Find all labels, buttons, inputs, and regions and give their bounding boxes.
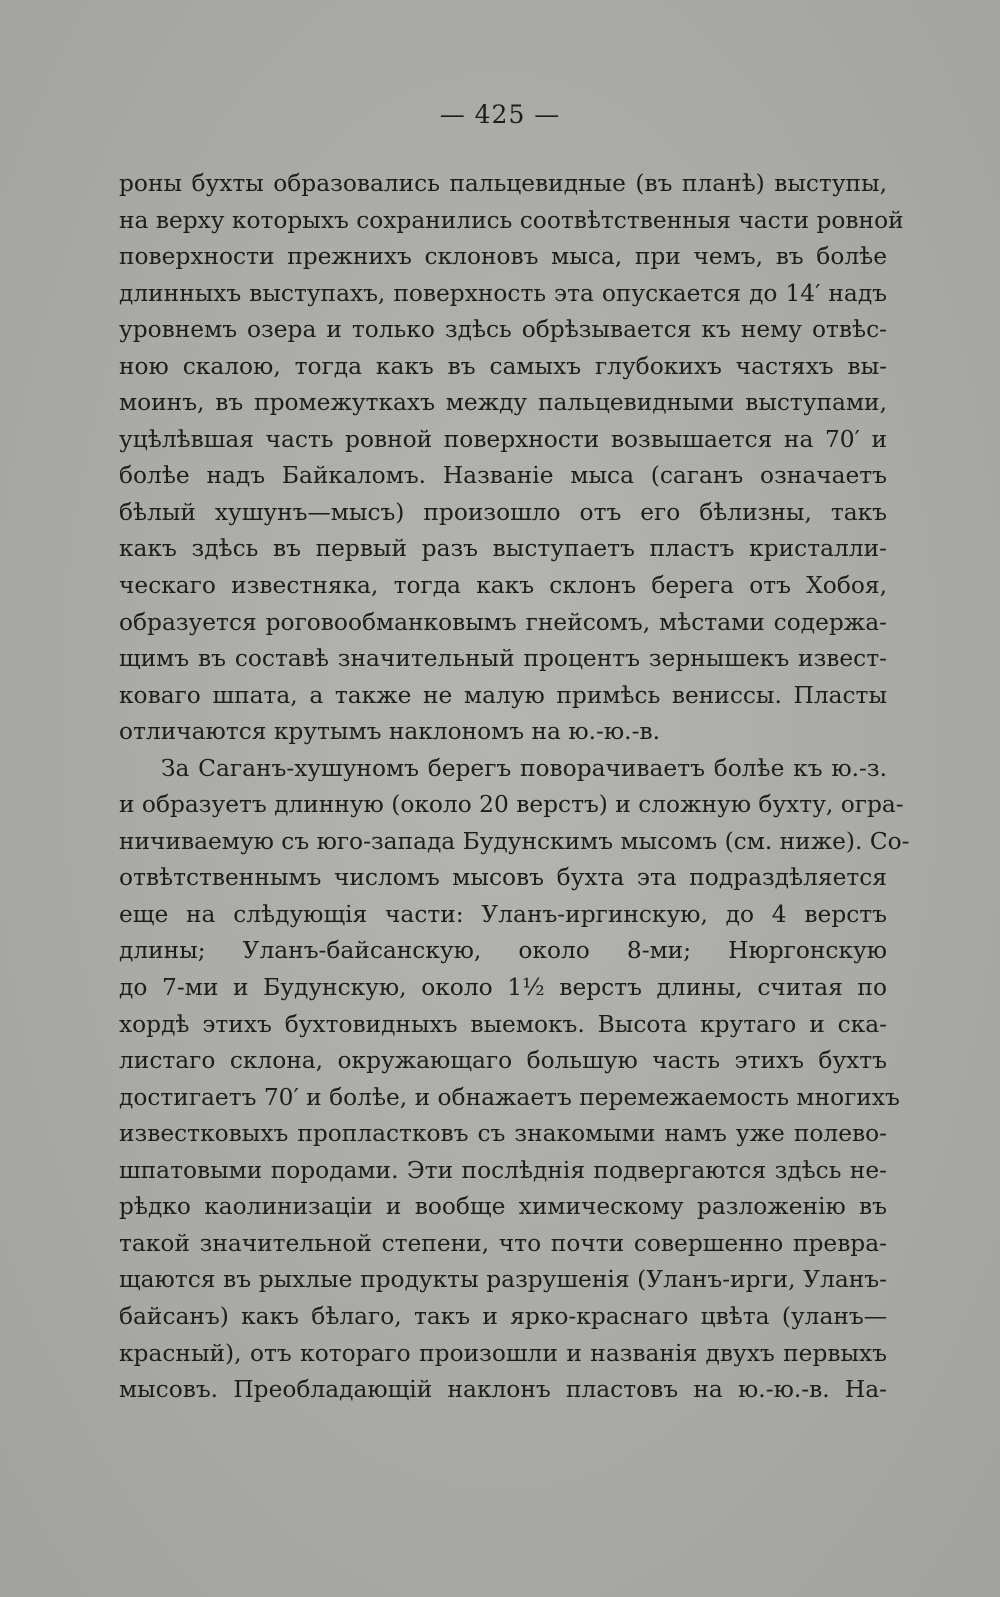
text-line: моинъ, въ промежуткахъ между пальцевидными выступами,	[119, 389, 887, 417]
text-line: уровнемъ озера и только здѣсь обрѣзывается къ нему отвѣс-	[119, 316, 887, 344]
text-line: болѣе надъ Байкаломъ. Названіе мыса (саганъ означаетъ	[119, 462, 887, 490]
text-line: шпатовыми породами. Эти послѣднія подвергаются здѣсь не-	[119, 1156, 887, 1184]
text-line: и образуетъ длинную (около 20 верстъ) и сложную бухту, огра-	[119, 791, 904, 819]
text-line: листаго склона, окружающаго большую часть этихъ бухтъ	[119, 1047, 887, 1075]
text-line: известковыхъ пропластковъ съ знакомыми намъ уже полево-	[119, 1120, 887, 1148]
text-line: еще на слѣдующія части: Уланъ-иргинскую, до 4 верстъ	[119, 900, 887, 928]
text-line: какъ здѣсь въ первый разъ выступаетъ пластъ кристалли-	[119, 535, 887, 563]
text-line: ческаго известняка, тогда какъ склонъ берега отъ Хобоя,	[119, 572, 887, 600]
text-line: ничиваемую съ юго-запада Будунскимъ мысомъ (см. ниже). Со-	[119, 827, 910, 855]
text-line: до 7-ми и Будунскую, около 1½ верстъ длины, считая по	[119, 974, 887, 1002]
text-line: За Саганъ-хушуномъ берегъ поворачиваетъ болѣе къ ю.-з.	[161, 754, 887, 782]
text-line: роны бухты образовались пальцевидные (въ планѣ) выступы,	[119, 170, 887, 197]
text-line: байсанъ) какъ бѣлаго, такъ и ярко-краснаго цвѣта (уланъ—	[119, 1302, 887, 1330]
text-line: щимъ въ составѣ значительный процентъ зернышекъ извест-	[119, 645, 887, 673]
text-line: рѣдко каолинизаціи и вообще химическому разложенію въ	[119, 1193, 887, 1221]
page-number: — 425 —	[439, 100, 561, 129]
text-line: длины; Уланъ-байсанскую, около 8-ми; Нюргонскую	[119, 937, 887, 965]
text-line: отвѣтственнымъ числомъ мысовъ бухта эта подраздѣляется	[119, 864, 887, 892]
text-line: образуется роговообманковымъ гнейсомъ, мѣстами содержа-	[119, 608, 887, 636]
text-line: коваго шпата, а также не малую примѣсь венисcы. Пласты	[119, 681, 887, 709]
text-line: достигаетъ 70′ и болѣе, и обнажаетъ перемежаемость многихъ	[119, 1083, 900, 1111]
text-line: хордѣ этихъ бухтовидныхъ выемокъ. Высота крутаго и ска-	[119, 1010, 887, 1038]
text-line: такой значительной степени, что почти совершенно превра-	[119, 1229, 887, 1257]
text-line: уцѣлѣвшая часть ровной поверхности возвышается на 70′ и	[119, 425, 887, 453]
text-line: бѣлый хушунъ—мысъ) произошло отъ его бѣлизны, такъ	[119, 498, 887, 526]
text-line: ною скалою, тогда какъ въ самыхъ глубокихъ частяхъ вы-	[119, 352, 887, 380]
text-line: поверхности прежнихъ склоновъ мыса, при чемъ, въ болѣе	[119, 243, 887, 271]
text-line: на верху которыхъ сохранились соотвѣтственныя части ровной	[119, 206, 904, 234]
text-line: отличаются крутымъ наклономъ на ю.-ю.-в.	[119, 718, 660, 746]
text-line: мысовъ. Преобладающій наклонъ пластовъ на ю.-ю.-в. На-	[119, 1376, 887, 1404]
text-line: щаются въ рыхлые продукты разрушенія (Уланъ-ирги, Уланъ-	[119, 1266, 887, 1294]
text-line: красный), отъ котораго произошли и названія двухъ первыхъ	[119, 1339, 887, 1367]
body-text	[119, 166, 910, 1409]
text-line: длинныхъ выступахъ, поверхность эта опускается до 14′ надъ	[119, 279, 887, 307]
